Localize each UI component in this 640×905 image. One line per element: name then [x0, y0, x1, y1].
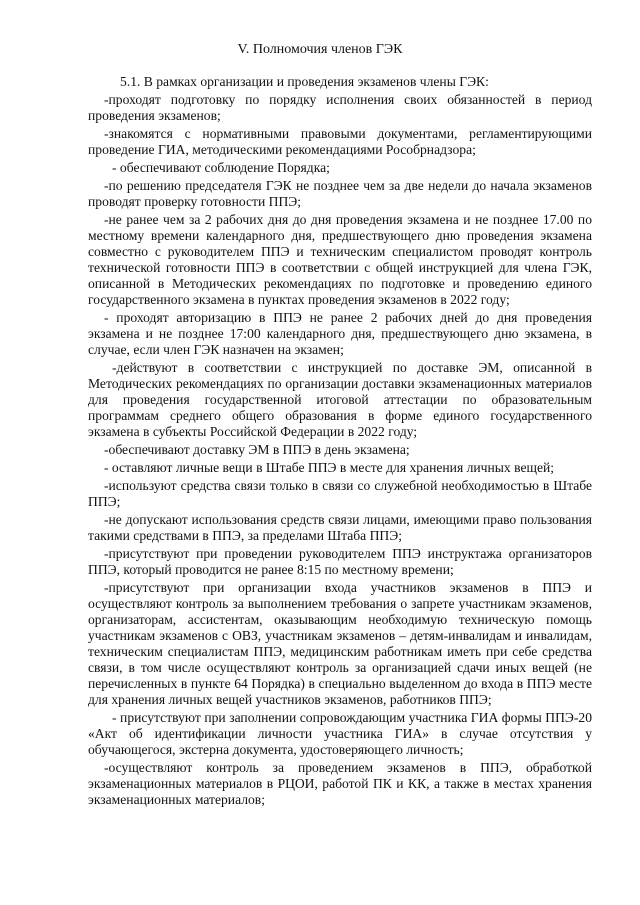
list-item: - обеспечивают соблюдение Порядка;: [112, 160, 330, 175]
list-item: -присутствуют при организации входа участников экзаменов в ППЭ и осуществляют контроль за выполнением требования о запрете участникам экзаменов, организаторам, ассистентам, оказывающим необходимую техническую помощь участникам экзаменов с ОВЗ, участникам экзаменов – детям-инвалидам и инвалидам, техническим специалистам ППЭ, медицинским работникам иметь при себе средства связи, в том числе осуществляют контроль за организацией сдачи иных вещей (не перечисленных в пункте 64 Порядка) в специально выделенном до входа в ППЭ месте для хранения личных вещей участников экзаменов, работников ППЭ;: [88, 580, 592, 707]
list-item: -не допускают использования средств связи лицами, имеющими право пользования такими средствами в ППЭ, за пределами Штаба ППЭ;: [88, 512, 592, 543]
list-item: - проходят авторизацию в ППЭ не ранее 2 рабочих дней до дня проведения экзамена и не позднее 17:00 календарного дня, предшествующего дню экзамена, в случае, если член ГЭК назначен на экзамен;: [88, 310, 592, 357]
list-item: -осуществляют контроль за проведением экзаменов в ППЭ, обработкой экзаменационных материалов в РЦОИ, работой ПК и КК, а также в местах хранения экзаменационных материалов;: [88, 760, 592, 807]
body-text: [88, 74, 592, 810]
list-item: -знакомятся с нормативными правовыми документами, регламентирующими проведение ГИА, методическими рекомендациями Рособрнадзора;: [88, 126, 592, 157]
list-item: - присутствуют при заполнении сопровождающим участника ГИА формы ППЭ-20 «Акт об идентификации личности участника ГИА» в случае отсутствия у обучающегося, экстерна документа, удостоверяющего личность;: [88, 710, 592, 757]
list-item: - оставляют личные вещи в Штабе ППЭ в месте для хранения личных вещей;: [104, 460, 555, 475]
list-item: -проходят подготовку по порядку исполнения своих обязанностей в период проведения экзаменов;: [88, 92, 592, 123]
paragraph-intro: 5.1. В рамках организации и проведения экзаменов члены ГЭК:: [120, 74, 489, 89]
list-item: -по решению председателя ГЭК не позднее чем за две недели до начала экзаменов проводят проверку готовности ППЭ;: [88, 178, 592, 209]
list-item: -не ранее чем за 2 рабочих дня до дня проведения экзамена и не позднее 17.00 по местному времени календарного дня, предшествующего дню проведения экзамена совместно с руководителем ППЭ и техническим специалистом проводят контроль технической готовности ППЭ в соответствии с общей инструкцией для члена ГЭК, описанной в Методических рекомендациях по подготовке и проведению единого государственного экзамена в пунктах проведения экзаменов в 2022 году;: [88, 212, 592, 307]
list-item: -используют средства связи только в связи со служебной необходимостью в Штабе ППЭ;: [88, 478, 592, 509]
list-item: -действуют в соответствии с инструкцией по доставке ЭМ, описанной в Методических рекомендациях по организации доставки экзаменационных материалов для проведения государственной итоговой аттестации по образовательным программам среднего общего образования в форме единого государственного экзамена в субъекты Российской Федерации в 2022 году;: [88, 360, 592, 439]
list-item: -присутствуют при проведении руководителем ППЭ инструктажа организаторов ППЭ, который проводится не ранее 8:15 по местному времени;: [88, 546, 592, 577]
section-heading: V. Полномочия членов ГЭК: [237, 42, 403, 57]
list-item: -обеспечивают доставку ЭМ в ППЭ в день экзамена;: [104, 442, 410, 457]
